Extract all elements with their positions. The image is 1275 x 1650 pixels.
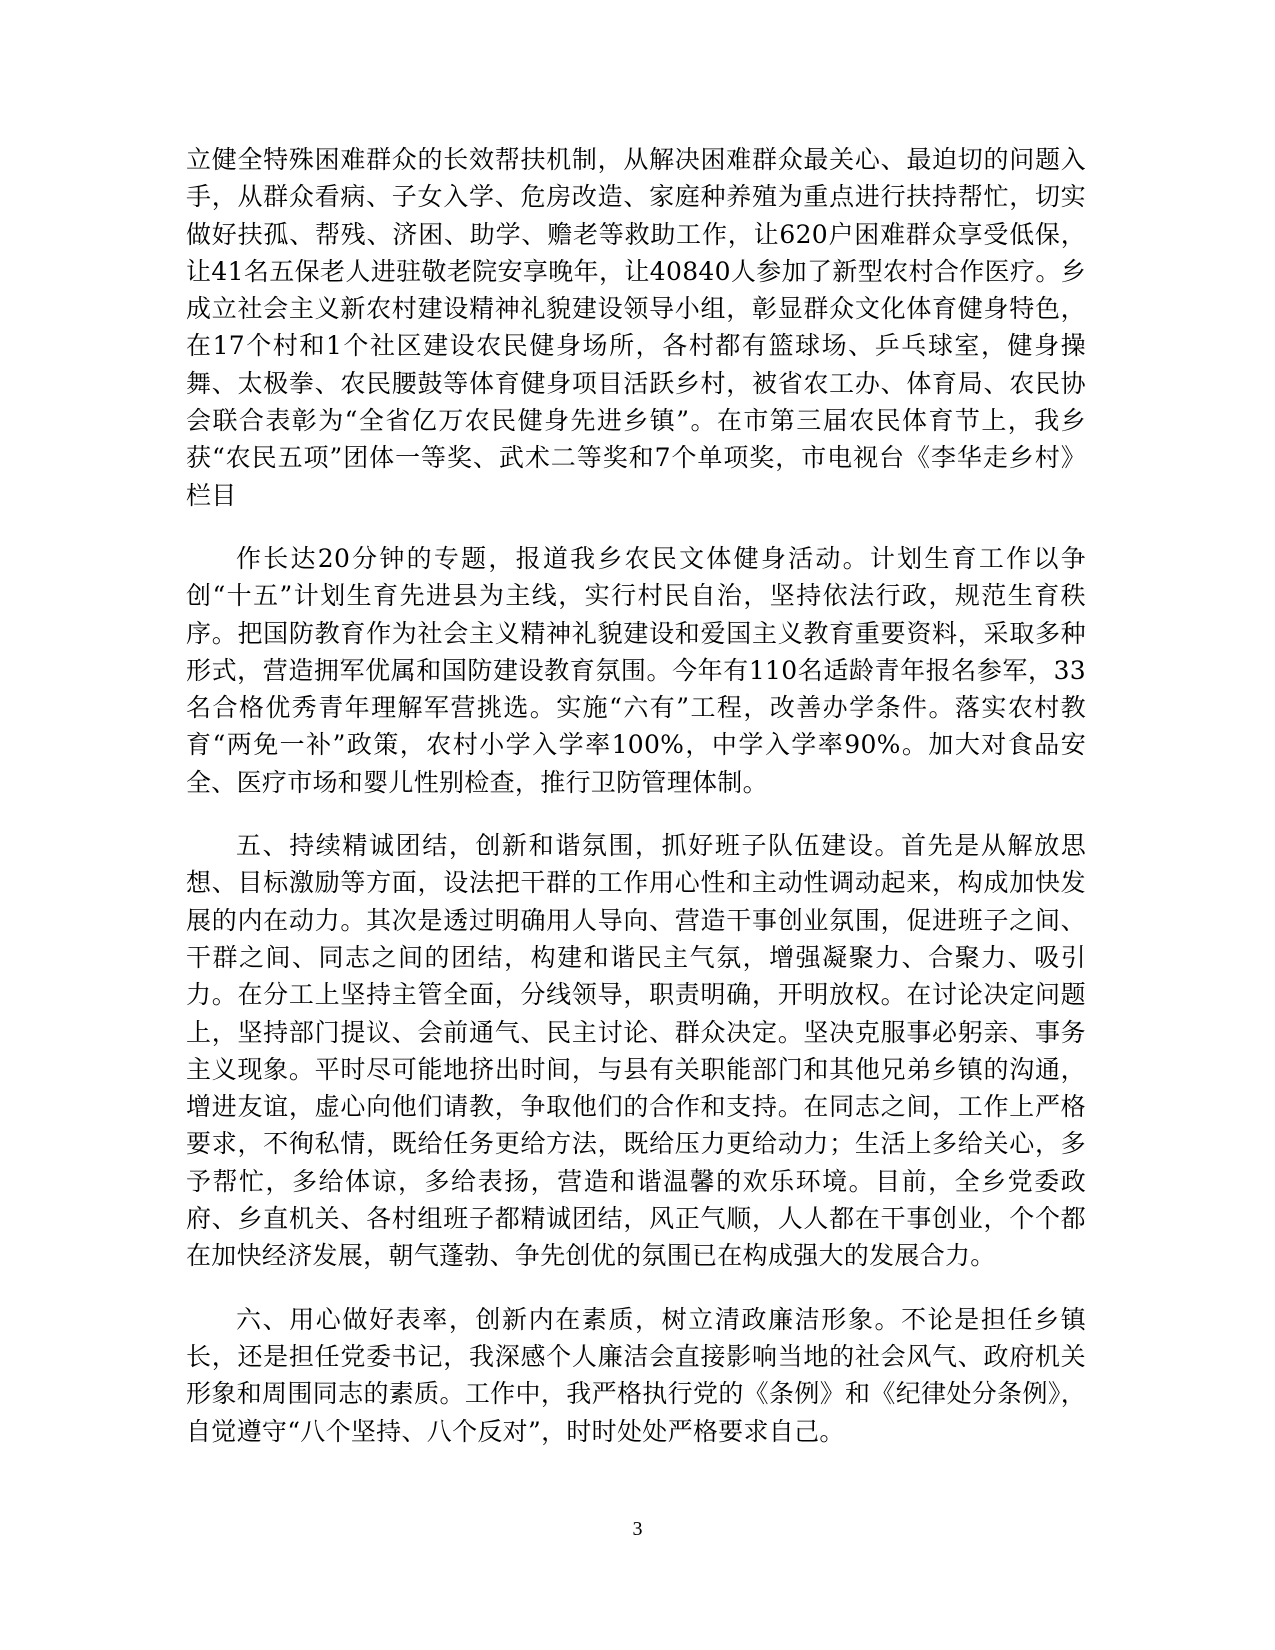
paragraph-4: 六、用心做好表率，创新内在素质，树立清政廉洁形象。不论是担任乡镇长，还是担任党委书记，我深感个人廉洁会直接影响当地的社会风气、政府机关形象和周围同志的素质。工作中，我严格执行党的《条例》和《纪律处分条例》，自觉遵守“八个坚持、八个反对”，时时处处严格要求自己。 — [186, 1304, 1086, 1446]
paragraph-1: 立健全特殊困难群众的长效帮扶机制，从解决困难群众最关心、最迫切的问题入手，从群众看病、子女入学、危房改造、家庭种养殖为重点进行扶持帮忙，切实做好扶孤、帮残、济困、助学、赡老等救助工作，让620户困难群众享受低保，让41名五保老人进驻敬老院安享晚年，让40840人参加了新型农村合作医疗。乡成立社会主义新农村建设精神礼貌建设领导小组，彰显群众文化体育健身特色，在17个村和1个社区建设农民健身场所，各村都有篮球场、乒乓球室，健身操舞、太极拳、农民腰鼓等体育健身项目活跃乡村，被省农工办、体育局、农民协会联合表彰为“全省亿万农民健身先进乡镇”。在市第三届农民体育节上，我乡获“农民五项”团体一等奖、武术二等奖和7个单项奖，市电视台《李华走乡村》栏目 — [186, 145, 1086, 510]
paragraph-3: 五、持续精诚团结，创新和谐氛围，抓好班子队伍建设。首先是从解放思想、目标激励等方面，设法把干群的工作用心性和主动性调动起来，构成加快发展的内在动力。其次是透过明确用人导向、营造干事创业氛围，促进班子之间、干群之间、同志之间的团结，构建和谐民主气氛，增强凝聚力、合聚力、吸引力。在分工上坚持主管全面，分线领导，职责明确，开明放权。在讨论决定问题上，坚持部门提议、会前通气、民主讨论、群众决定。坚决克服事必躬亲、事务主义现象。平时尽可能地挤出时间，与县有关职能部门和其他兄弟乡镇的沟通，增进友谊，虚心向他们请教，争取他们的合作和支持。在同志之间，工作上严格要求，不徇私情，既给任务更给方法，既给压力更给动力；生活上多给关心，多予帮忙，多给体谅，多给表扬，营造和谐温馨的欢乐环境。目前，全乡党委政府、乡直机关、各村组班子都精诚团结，风正气顺，人人都在干事创业，个个都在加快经济发展，朝气蓬勃、争先创优的氛围已在构成强大的发展合力。 — [186, 831, 1086, 1271]
page-number: 3 — [632, 1518, 643, 1540]
document-body — [186, 141, 1086, 1476]
paragraph-2: 作长达20分钟的专题，报道我乡农民文体健身活动。计划生育工作以争创“十五”计划生育先进县为主线，实行村民自治，坚持依法行政，规范生育秩序。把国防教育作为社会主义精神礼貌建设和爱国主义教育重要资料，采取多种形式，营造拥军优属和国防建设教育氛围。今年有110名适龄青年报名参军，33名合格优秀青年理解军营挑选。实施“六有”工程，改善办学条件。落实农村教育“两免一补”政策，农村小学入学率100%，中学入学率90%。加大对食品安全、医疗市场和婴儿性别检查，推行卫防管理体制。 — [186, 543, 1086, 797]
